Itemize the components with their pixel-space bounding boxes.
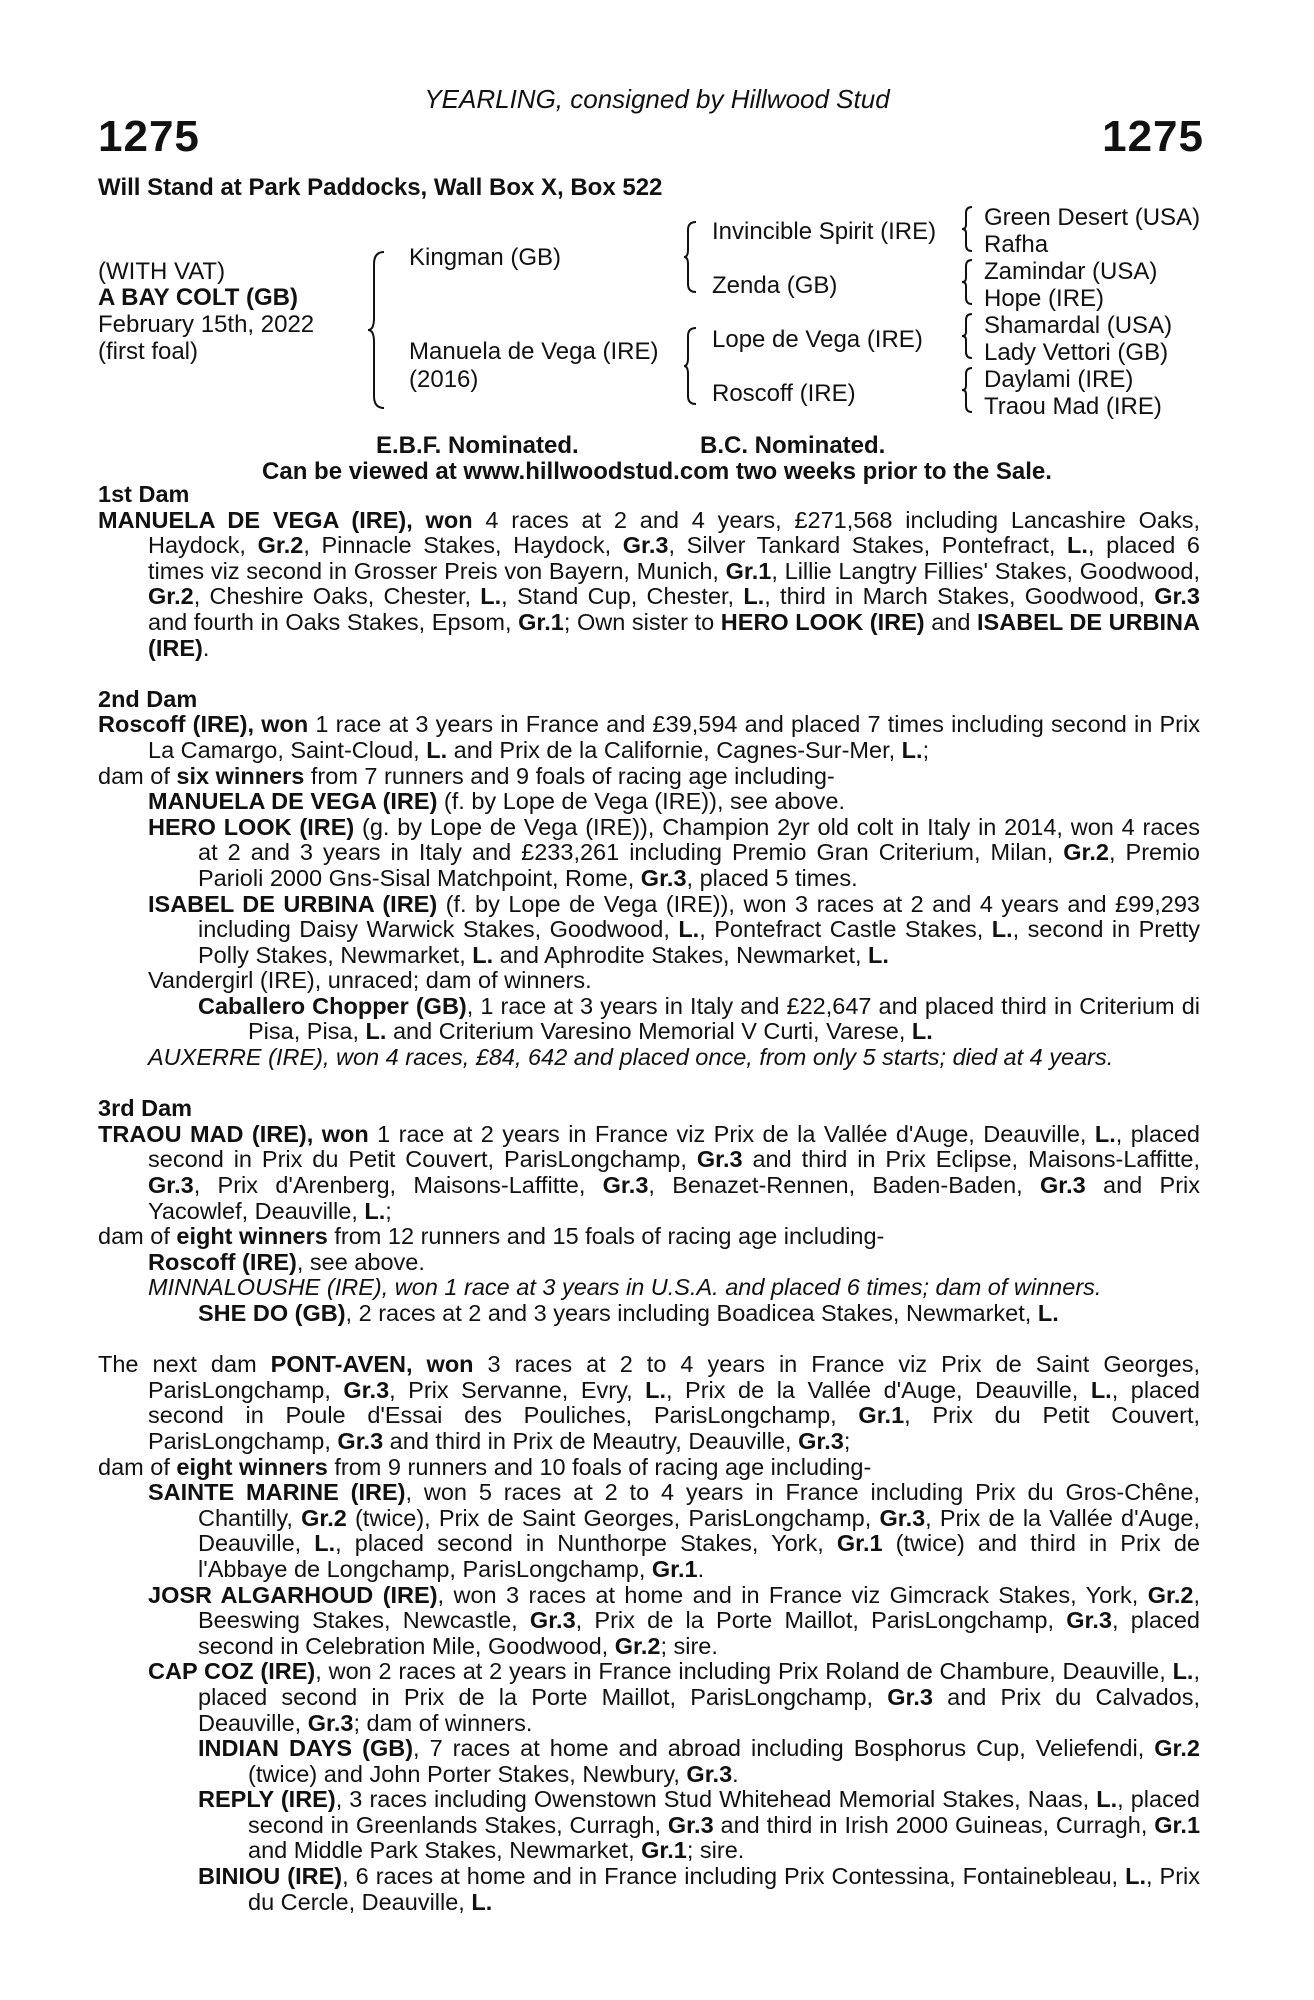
text-run: (twice), Prix de Saint Georges, ParisLongchamp, — [346, 1504, 880, 1531]
pedigree-paragraph — [98, 1659, 1200, 1736]
horse-name: A BAY COLT (GB) — [98, 284, 299, 311]
text-run: SHE DO (GB) — [198, 1300, 346, 1326]
text-run: BINIOU (IRE) — [198, 1863, 343, 1890]
text-run: ; sire. — [660, 1632, 718, 1659]
text-run: , third in March Stakes, Goodwood, — [764, 583, 1155, 610]
text-run: ISABEL DE URBINA (IRE) — [148, 608, 1200, 661]
text-run: L. — [364, 1197, 386, 1224]
pedigree-paragraph — [98, 1455, 1200, 1481]
text-run: , placed second in Greenlands Stakes, Curragh, — [248, 1786, 1200, 1838]
text-run: and Middle Park Stakes, Newmarket, — [248, 1837, 642, 1864]
text-run: Gr.3 — [798, 1427, 844, 1454]
text-run: HERO LOOK (IRE) — [148, 813, 355, 840]
dam-heading — [98, 687, 1200, 713]
pedigree-dam-sire: Lope de Vega (IRE) — [712, 326, 923, 353]
stand-location: Will Stand at Park Paddocks, Wall Box X, Box 522 — [98, 174, 663, 201]
text-run: . — [697, 1555, 705, 1582]
text-run: PONT-AVEN, won — [270, 1351, 474, 1378]
text-run: (twice) and third in Prix de l'Abbaye de Longchamp, ParisLongchamp, — [198, 1530, 1200, 1582]
ebf-nomination: E.B.F. Nominated. — [376, 432, 579, 459]
pedigree-paragraph — [98, 508, 1200, 662]
text-run: , Benazet-Rennen, Baden-Baden, — [648, 1172, 1040, 1199]
text-run: TRAOU MAD (IRE), won — [98, 1120, 369, 1147]
text-run: L. — [911, 1018, 933, 1045]
text-run: Gr.2 — [301, 1504, 347, 1531]
text-run: from 12 runners and 15 foals of racing age including- — [327, 1223, 885, 1250]
text-run: MANUELA DE VEGA (IRE) — [148, 788, 438, 815]
dam-paragraphs — [98, 508, 1200, 1916]
text-run: , placed second in Poule d'Essai des Pouliches, ParisLongchamp, — [148, 1376, 1200, 1429]
text-run: , placed 6 times viz second in Grosser Preis von Bayern, Munich, — [148, 532, 1201, 584]
text-run: L. — [1067, 532, 1088, 559]
text-run: (twice) and John Porter Stakes, Newbury, — [248, 1760, 687, 1787]
pedigree-g3-1: Green Desert (USA) — [984, 204, 1201, 231]
pedigree-paragraph — [98, 1787, 1200, 1864]
text-run: , Pinnacle Stakes, Haydock, — [303, 532, 623, 559]
pedigree-paragraph — [98, 1045, 1200, 1071]
pedigree-paragraph — [98, 712, 1200, 763]
text-run: Gr.1 — [725, 557, 772, 584]
text-run: , 1 race at 3 years in Italy and £22,647 and placed third in Criterium di Pisa, Pisa, — [248, 992, 1200, 1045]
paragraph-spacer — [98, 661, 1200, 687]
text-run: ; sire. — [686, 1837, 745, 1864]
text-run: , Silver Tankard Stakes, Pontefract, — [668, 532, 1068, 559]
text-run: 4 races at 2 and 4 years, £271,568 including Lancashire Oaks, Haydock, — [148, 506, 1201, 559]
text-run: , placed second in Celebration Mile, Goodwood, — [198, 1607, 1201, 1659]
text-run: (f. by Lope de Vega (IRE)), see above. — [437, 788, 845, 815]
text-run: REPLY (IRE) — [198, 1786, 336, 1813]
pedigree-paragraph — [98, 1224, 1200, 1250]
paragraph-spacer — [98, 1071, 1200, 1097]
text-run: , see above. — [296, 1248, 425, 1275]
text-run: L. — [1096, 1786, 1118, 1813]
text-run: JOSR ALGARHOUD (IRE) — [148, 1581, 438, 1608]
text-run: Gr.1 — [836, 1530, 883, 1557]
text-run: Gr.2 — [1063, 839, 1109, 866]
text-run: Gr.3 — [640, 864, 687, 891]
text-run: Gr.3 — [1039, 1172, 1086, 1199]
pedigree-paragraph — [98, 1250, 1200, 1276]
pedigree-g3-2: Rafha — [984, 231, 1049, 258]
pedigree-brace-dam — [682, 326, 700, 406]
text-run: Gr.3 — [307, 1709, 354, 1736]
pedigree-sire: Kingman (GB) — [409, 244, 562, 271]
text-run: Gr.3 — [696, 1146, 743, 1173]
text-run: L. — [480, 583, 502, 610]
text-run: ; — [385, 1197, 392, 1224]
text-run: L. — [901, 736, 923, 763]
text-run: MINNALOUSHE (IRE), won 1 race at 3 years in U.S.A. and placed 6 times; dam of winners. — [148, 1274, 1102, 1301]
text-run: Gr.3 — [602, 1172, 649, 1199]
text-run: , Stand Cup, Chester, — [501, 583, 744, 610]
text-run: 3 races at 2 to 4 years in France viz Prix de Saint Georges, ParisLongchamp, — [148, 1351, 1200, 1403]
text-run: , 3 races including Owenstown Stud Whitehead Memorial Stakes, Naas, — [335, 1786, 1097, 1813]
pedigree-g3-7: Daylami (IRE) — [984, 366, 1134, 393]
pedigree-brace-g4 — [960, 366, 976, 414]
text-run: L. — [1090, 1376, 1112, 1403]
lot-number-left: 1275 — [98, 112, 200, 161]
text-run: , 2 races at 2 and 3 years including Boadicea Stakes, Newmarket, — [345, 1300, 1038, 1326]
text-run: Gr.3 — [1066, 1607, 1112, 1634]
text-run: Gr.3 — [622, 532, 669, 559]
text-run: L. — [365, 1018, 387, 1045]
text-run: 1 race at 3 years in France and £39,594 and placed 7 times including second in Prix La Camargo, Saint-Cloud, — [148, 711, 1200, 763]
text-run: ISABEL DE URBINA (IRE) — [148, 890, 438, 917]
text-run: The next dam — [98, 1351, 271, 1378]
pedigree-paragraph — [98, 892, 1200, 969]
text-run: HERO LOOK (IRE) — [720, 608, 925, 635]
text-run: AUXERRE (IRE), won 4 races, £84, 642 and placed once, from only 5 starts; died at 4 years. — [148, 1044, 1114, 1071]
text-run: CAP COZ (IRE) — [148, 1658, 316, 1685]
text-run: , 7 races at home and abroad including Bosphorus Cup, Veliefendi, — [413, 1735, 1155, 1762]
pedigree-brace-main — [366, 250, 388, 410]
bc-nomination: B.C. Nominated. — [700, 432, 886, 459]
pedigree-g3-8: Traou Mad (IRE) — [984, 393, 1162, 420]
text-run: 2nd Dam — [98, 685, 198, 712]
text-run: , Prix du Cercle, Deauville, — [248, 1863, 1201, 1915]
text-run: and third in Prix de Meautry, Deauville, — [383, 1427, 799, 1454]
text-run: , Premio Parioli 2000 Gns-Sisal Matchpoint, Rome, — [198, 839, 1200, 891]
text-run: , placed 5 times. — [686, 864, 858, 891]
text-run: , won 2 races at 2 years in France including Prix Roland de Chambure, Deauville, — [315, 1658, 1173, 1685]
text-run: Gr.3 — [879, 1504, 926, 1531]
text-run: and Aphrodite Stakes, Newmarket, — [493, 941, 869, 968]
text-run: ; Own sister to — [563, 608, 721, 635]
text-run: dam of — [98, 1453, 177, 1480]
text-run: Gr.1 — [858, 1402, 905, 1429]
pedigree-paragraph — [98, 994, 1200, 1045]
pedigree-paragraph — [98, 789, 1200, 815]
text-run: , won 5 races at 2 to 4 years in France including Prix du Gros-Chêne, Chantilly, — [198, 1479, 1201, 1531]
text-run: Gr.2 — [614, 1632, 661, 1659]
text-run: , won 3 races at home and in France viz Gimcrack Stakes, York, — [437, 1581, 1148, 1608]
text-run: Roscoff (IRE), won — [98, 711, 309, 738]
text-run: , Pontefract Castle Stakes, — [699, 916, 992, 943]
text-run: L. — [471, 1888, 493, 1915]
text-run: L. — [1037, 1300, 1059, 1326]
text-run: (f. by Lope de Vega (IRE)), won 3 races at 2 and 4 years and £99,293 including Daisy Warwick Stakes, Goodwood, — [198, 890, 1200, 943]
text-run: Gr.2 — [1147, 1581, 1194, 1608]
text-run: Roscoff (IRE) — [148, 1248, 297, 1275]
pedigree-dam-year: (2016) — [409, 366, 479, 393]
text-run: dam of — [98, 762, 177, 789]
text-run: L. — [314, 1530, 336, 1557]
paragraph-spacer — [98, 1327, 1200, 1353]
text-run: MANUELA DE VEGA (IRE), won — [98, 506, 473, 533]
text-run: L. — [991, 916, 1013, 943]
text-run: Gr.3 — [337, 1427, 384, 1454]
text-run: , Cheshire Oaks, Chester, — [193, 583, 481, 610]
text-run: L. — [678, 916, 700, 943]
text-run: INDIAN DAYS (GB) — [198, 1735, 414, 1762]
text-run: , second in Pretty Polly Stakes, Newmarket, — [198, 916, 1200, 968]
text-run: , Lillie Langtry Fillies' Stakes, Goodwood, — [771, 557, 1200, 584]
text-run: Gr.1 — [518, 608, 564, 635]
text-run: ; — [843, 1427, 851, 1454]
text-run: SAINTE MARINE (IRE) — [148, 1479, 406, 1506]
text-run: Gr.3 — [667, 1811, 714, 1838]
text-run: L. — [868, 941, 889, 968]
pedigree-dam: Manuela de Vega (IRE) — [409, 338, 659, 365]
pedigree-sire-dam: Zenda (GB) — [712, 272, 838, 299]
text-run: and Prix de la Californie, Cagnes-Sur-Mer, — [447, 736, 902, 763]
text-run: (g. by Lope de Vega (IRE)), Champion 2yr old colt in Italy in 2014, won 4 races at 2 and 3 years in Italy and £233,261 including Premio Gran Criterium, Milan, — [198, 813, 1200, 866]
foaling-date: February 15th, 2022 — [98, 311, 315, 338]
text-run: and Prix Yacowlef, Deauville, — [148, 1172, 1200, 1224]
pedigree-g3-5: Shamardal (USA) — [984, 312, 1173, 339]
text-run: Gr.3 — [1154, 583, 1200, 610]
pedigree-paragraph — [98, 1864, 1200, 1915]
text-run: and Prix du Calvados, Deauville, — [198, 1683, 1201, 1736]
pedigree-paragraph — [98, 968, 1200, 994]
pedigree-paragraph — [98, 1122, 1200, 1224]
pedigree-g3-3: Zamindar (USA) — [984, 258, 1158, 285]
text-run: , Prix du Petit Couvert, ParisLongchamp, — [148, 1402, 1201, 1454]
text-run: Gr.2 — [1154, 1735, 1200, 1762]
text-run: Gr.1 — [651, 1555, 698, 1582]
pedigree-paragraph — [98, 1275, 1200, 1301]
text-run: Gr.3 — [148, 1172, 194, 1199]
text-run: and third in Prix Eclipse, Maisons-Laffitte, — [742, 1146, 1200, 1173]
text-run: , Prix Servanne, Evry, — [389, 1376, 646, 1403]
text-run: Gr.3 — [343, 1376, 390, 1403]
text-run: , placed second in Prix du Petit Couvert, ParisLongchamp, — [148, 1120, 1200, 1173]
text-run: dam of — [98, 1223, 177, 1250]
text-run: ; — [922, 736, 930, 763]
text-run: . — [202, 634, 210, 661]
pedigree-paragraph — [98, 1301, 1200, 1327]
pedigree-paragraph — [98, 1583, 1200, 1660]
pedigree-dam-dam: Roscoff (IRE) — [712, 380, 856, 407]
text-run: , 6 races at home and in France including Prix Contessina, Fontainebleau, — [342, 1863, 1126, 1890]
text-run: Gr.3 — [529, 1607, 576, 1634]
text-run: Vandergirl (IRE), unraced; dam of winners. — [148, 967, 592, 994]
text-run: from 7 runners and 9 foals of racing age including- — [304, 762, 835, 789]
text-run: Gr.1 — [1154, 1811, 1201, 1838]
text-run: L. — [472, 941, 494, 968]
text-run: Gr.2 — [257, 532, 304, 559]
text-run: , placed second in Prix de la Porte Maillot, ParisLongchamp, — [198, 1658, 1200, 1710]
text-run: and — [924, 608, 978, 635]
text-run: , Prix de la Porte Maillot, ParisLongchamp, — [575, 1607, 1067, 1634]
text-run: L. — [1125, 1863, 1146, 1890]
text-run: ; dam of winners. — [353, 1709, 533, 1736]
text-run: , Prix de la Vallée d'Auge, Deauville, — [198, 1504, 1200, 1557]
text-run: L. — [426, 736, 448, 763]
text-run: , Prix d'Arenberg, Maisons-Laffitte, — [193, 1172, 603, 1199]
text-run: L. — [645, 1376, 667, 1403]
pedigree-brace-sire — [682, 220, 700, 294]
pedigree-brace-g2 — [960, 258, 976, 306]
text-run: six winners — [176, 762, 305, 789]
text-run: L. — [1172, 1658, 1194, 1685]
text-run: and third in Irish 2000 Guineas, Curragh, — [713, 1811, 1155, 1838]
pedigree-paragraph — [98, 1480, 1200, 1582]
text-run: , Prix de la Vallée d'Auge, Deauville, — [666, 1376, 1091, 1403]
consignment-line: YEARLING, consigned by Hillwood Stud — [424, 84, 890, 114]
text-run: and fourth in Oaks Stakes, Epsom, — [148, 608, 519, 635]
pedigree-brace-g1 — [960, 205, 976, 253]
text-run: L. — [743, 583, 765, 610]
pedigree-paragraph — [98, 1736, 1200, 1787]
pedigree-notes — [98, 482, 1200, 1915]
text-run: from 9 runners and 10 foals of racing age including- — [327, 1453, 872, 1480]
text-run: L. — [1094, 1120, 1116, 1147]
text-run: eight winners — [176, 1223, 328, 1250]
pedigree-sire-sire: Invincible Spirit (IRE) — [712, 218, 937, 245]
text-run: and Criterium Varesino Memorial V Curti, Varese, — [386, 1018, 912, 1045]
pedigree-paragraph — [98, 764, 1200, 790]
foal-note: (first foal) — [98, 338, 199, 365]
text-run: Caballero Chopper (GB) — [198, 992, 467, 1019]
first-dam-heading: 1st Dam — [98, 481, 190, 507]
text-run: Gr.2 — [148, 583, 194, 610]
text-run: 3rd Dam — [98, 1095, 193, 1122]
text-run: , placed second in Nunthorpe Stakes, York, — [335, 1530, 837, 1557]
dam-heading — [98, 1096, 1200, 1122]
vat-note: (WITH VAT) — [98, 258, 226, 285]
pedigree-g3-6: Lady Vettori (GB) — [984, 339, 1169, 366]
lot-number-right: 1275 — [1102, 112, 1204, 161]
text-run: . — [732, 1760, 739, 1787]
text-run: eight winners — [176, 1453, 328, 1480]
pedigree-g3-4: Hope (IRE) — [984, 285, 1105, 312]
pedigree-brace-g3 — [960, 312, 976, 360]
pedigree-paragraph — [98, 815, 1200, 892]
text-run: , Beeswing Stakes, Newcastle, — [198, 1581, 1201, 1634]
text-run: 1 race at 2 years in France viz Prix de la Vallée d'Auge, Deauville, — [368, 1120, 1095, 1147]
text-run: Gr.3 — [887, 1683, 933, 1710]
viewing-note: Can be viewed at www.hillwoodstud.com two weeks prior to the Sale. — [262, 458, 1052, 485]
pedigree-paragraph — [98, 1352, 1200, 1454]
text-run: Gr.1 — [641, 1837, 687, 1864]
text-run: Gr.3 — [686, 1760, 733, 1787]
